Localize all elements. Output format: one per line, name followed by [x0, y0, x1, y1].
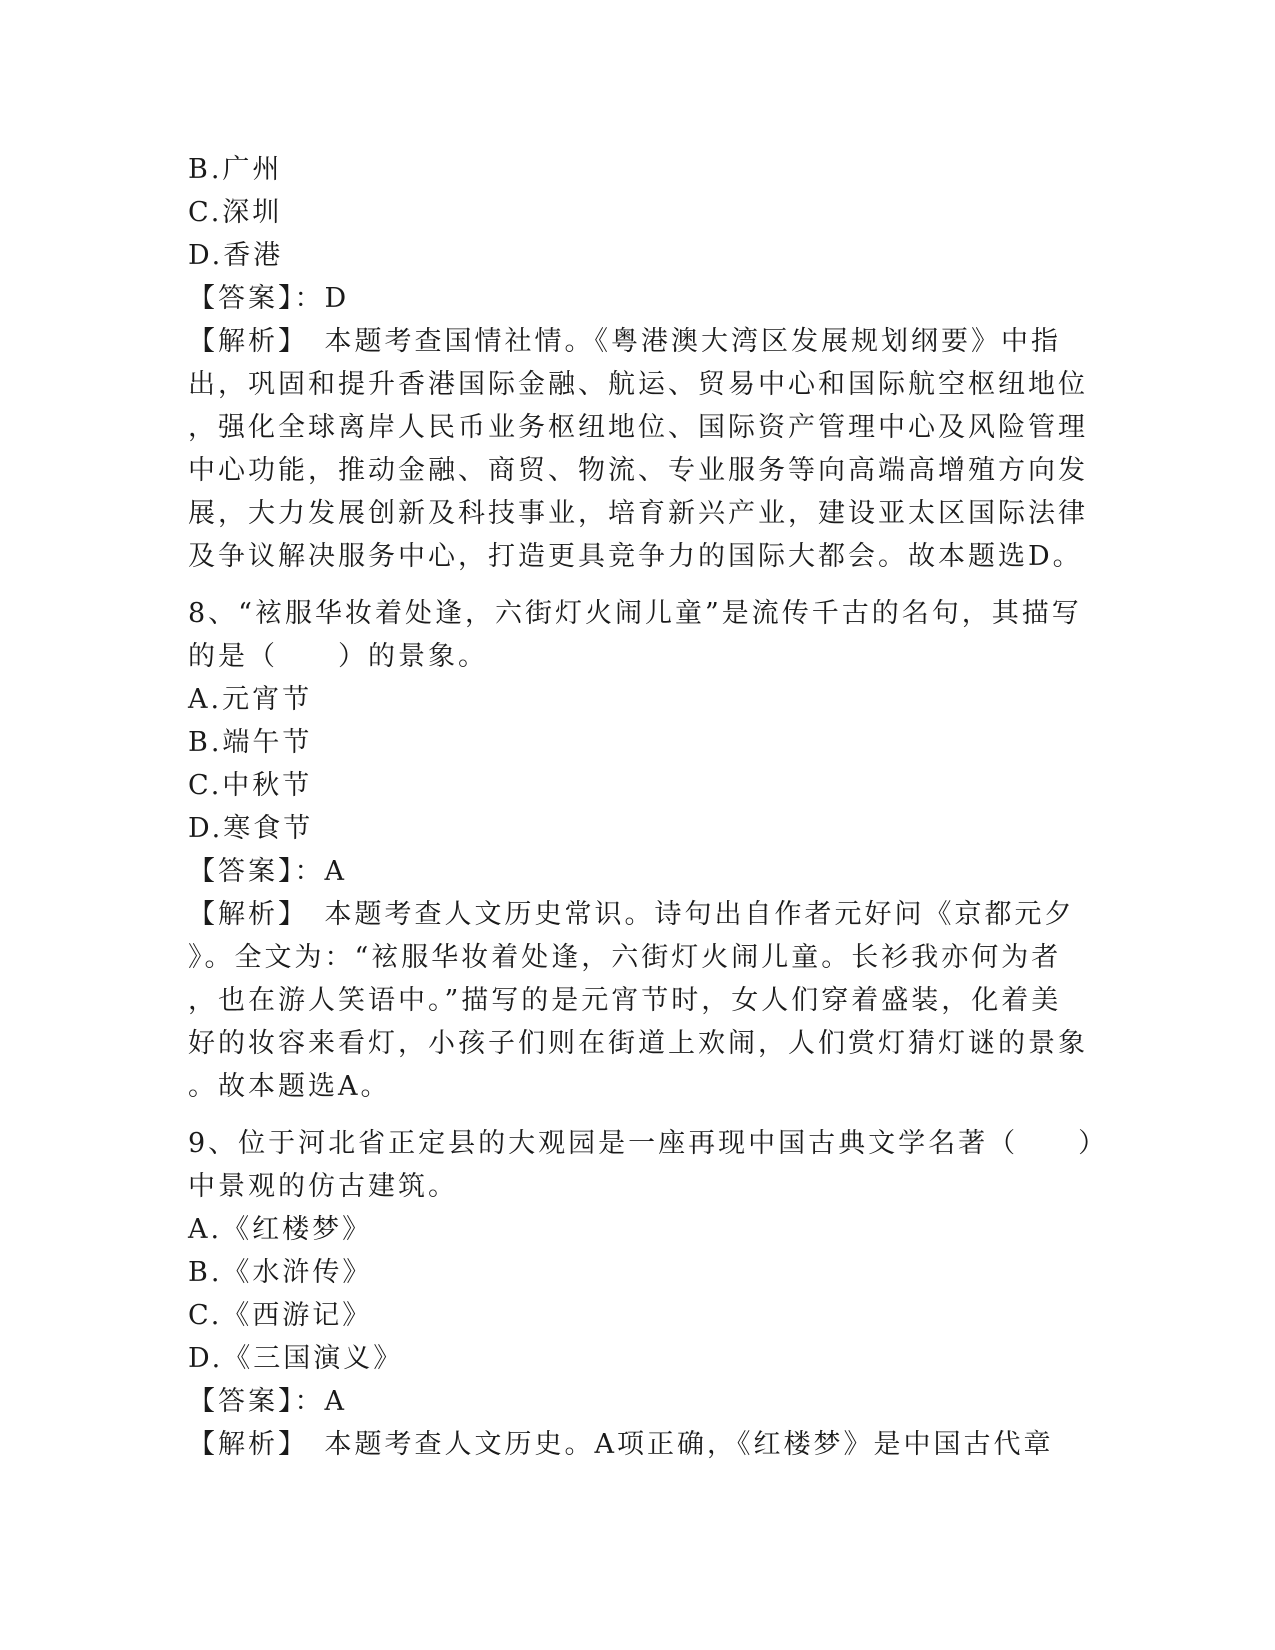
- analysis-line: 》。全文为：“袨服华妆着处逢，六街灯火闹儿童。长衫我亦何为者: [188, 942, 1062, 973]
- option-b: B.端午节: [188, 727, 313, 758]
- question-7-tail: [188, 148, 1088, 578]
- analysis-line: 中心功能，推动金融、商贸、物流、专业服务等向高端高增殖方向发: [188, 455, 1088, 486]
- analysis-line: 出，巩固和提升香港国际金融、航运、贸易中心和国际航空枢纽地位: [188, 369, 1088, 400]
- option-a: A.元宵节: [188, 684, 313, 715]
- analysis-line: ，也在游人笑语中。”描写的是元宵节时，女人们穿着盛装，化着美: [188, 985, 1062, 1016]
- option-d: D.寒食节: [188, 813, 314, 844]
- analysis-line: 【解析】 本题考查人文历史常识。诗句出自作者元好问《京都元夕: [188, 899, 1075, 930]
- option-b: B.《水浒传》: [188, 1257, 373, 1288]
- analysis-line: ，强化全球离岸人民币业务枢纽地位、国际资产管理中心及风险管理: [188, 412, 1088, 443]
- analysis-line: 【解析】 本题考查人文历史。A项正确，《红楼梦》是中国古代章: [188, 1429, 1054, 1460]
- analysis-line: 。故本题选A。: [188, 1071, 391, 1102]
- analysis-line: 及争议解决服务中心，打造更具竞争力的国际大都会。故本题选D。: [188, 541, 1083, 572]
- option-a: A.《红楼梦》: [188, 1214, 373, 1245]
- option-c: C.中秋节: [188, 770, 313, 801]
- answer-line: 【答案】：A: [188, 856, 347, 887]
- question-8: [188, 592, 1088, 1108]
- analysis-line: 【解析】 本题考查国情社情。《粤港澳大湾区发展规划纲要》中指: [188, 326, 1061, 357]
- option-c: C.深圳: [188, 197, 283, 228]
- option-d: D.《三国演义》: [188, 1343, 404, 1374]
- answer-line: 【答案】：D: [188, 283, 350, 314]
- question-stem: 8、“袨服华妆着处逢，六街灯火闹儿童”是流传千古的名句，其描写: [188, 598, 1082, 629]
- answer-line: 【答案】：A: [188, 1386, 347, 1417]
- option-d: D.香港: [188, 240, 284, 271]
- question-stem: 中景观的仿古建筑。: [188, 1171, 458, 1202]
- option-c: C.《西游记》: [188, 1300, 373, 1331]
- question-stem: 的是（ ）的景象。: [188, 641, 488, 672]
- analysis-line: 好的妆容来看灯，小孩子们则在街道上欢闹，人们赏灯猜灯谜的景象: [188, 1028, 1088, 1059]
- question-9: [188, 1122, 1109, 1466]
- question-stem: 9、位于河北省正定县的大观园是一座再现中国古典文学名著（ ）: [188, 1128, 1109, 1159]
- analysis-line: 展，大力发展创新及科技事业，培育新兴产业，建设亚太区国际法律: [188, 498, 1088, 529]
- document-page: [188, 148, 1109, 1466]
- option-b: B.广州: [188, 154, 283, 185]
